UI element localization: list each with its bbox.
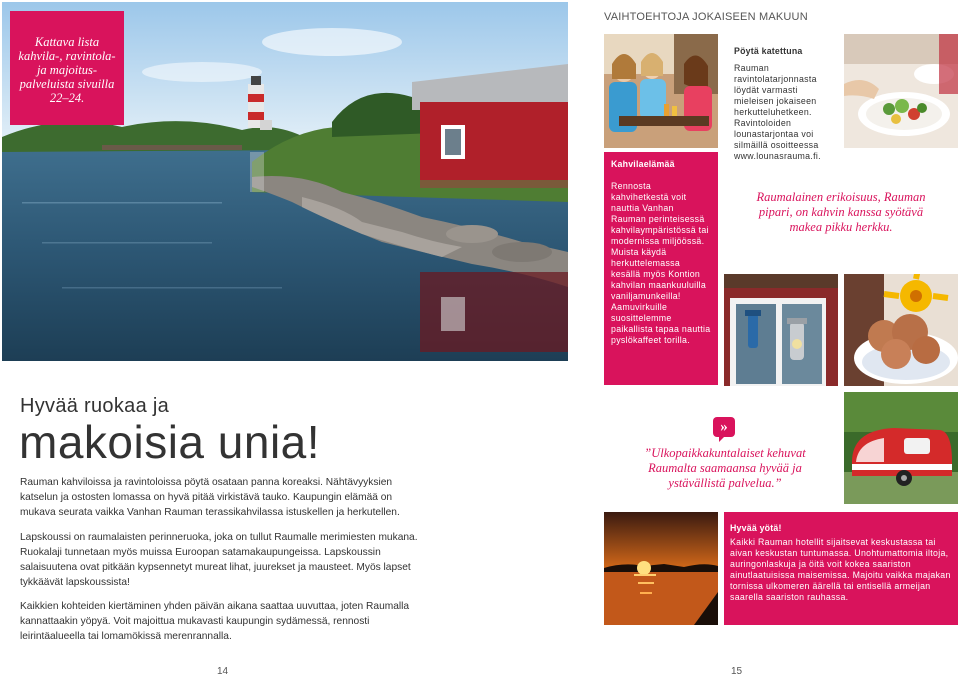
pipari-quote: Raumalainen erikoisuus, Rauman pipari, on kahvin kanssa syötävä makea pikku herkku. <box>756 190 926 234</box>
info-box-good-night <box>724 512 958 625</box>
page-reference-callout <box>10 11 124 125</box>
info-box-night-body: Kaikki Rauman hotellit sijaitsevat keskustassa tai aivan keskustan tuntumassa. Unohtumattomia iltoja, auringonlaskuja ja öitä voit kokea saariston ainutlaatuisissa maisemissa. Majoitu vaikka majakan tornissa ulkomeren äärellä tai entisellä armeijan saarella saariston rauhassa. <box>730 537 951 602</box>
page-number-right: 15 <box>731 666 743 677</box>
body-paragraph-3: Kaikkien kohteiden kiertäminen yhden päivän aikana saattaa uuvuttaa, joten Raumalla kannattaakin yöpyä. Voit majoittua mukavasti kaupungin sydämessä, rennosti leirintäalueella tai lomamökissä merenrannalla. <box>20 601 410 642</box>
callout-text: Kattava lista kahvila-, ravintola- ja majoitus-palveluista sivuilla 22–24. <box>18 35 116 105</box>
info-box-cafe-body: Rennosta kahvihetkestä voit nauttia Vanhan Rauman perinteisessä kahvilaympäristössä tai modernissa miljöössä. Muista käydä herkuttelemassa kesällä myös Kontion kahvilan maankuuluilla vaniljamunkeilla! Aamuvirkuille suosittelemme paikallista tapaa nauttia pyslökaffeet torilla. <box>611 181 711 345</box>
section-label: VAIHTOEHTOJA JOKAISEEN MAKUUN <box>604 11 808 23</box>
photo-red-caravan <box>844 392 958 504</box>
info-box-cafe-life <box>604 152 718 385</box>
info-box-lunch-body: Rauman ravintolatarjonnasta löydät varmasti mieleisen jokaiseen herkutteluhetkeen. Ravintoloiden lounastarjontaa voi silmäillä osoitteessa www.lounasrauma.fi. <box>734 63 821 161</box>
quote-mark-icon: » <box>713 417 735 437</box>
heading-small: Hyvää ruokaa ja <box>20 395 170 417</box>
info-box-lunch <box>734 46 840 162</box>
photo-lanterns <box>724 274 838 386</box>
photo-salad-plate <box>844 34 958 148</box>
body-paragraph-2: Lapskoussi on raumalaisten perinneruoka, joka on tullut Raumalle merimiesten mukana. Ruokalaji tunnetaan myös muissa Euroopan satamakaupungeissa. Lapskoussin salaisuutena ovat pitkään kypsennetyt mureat lihat, juurekset ja mausteet. Myös lapset tykkäävät lapskoussista! <box>20 532 418 588</box>
body-paragraph-1: Rauman kahviloissa ja ravintoloissa pöytä osataan panna koreaksi. Nähtävyyksien katselun ja ostosten lomassa on hyvä pitää virkistävä tauko. Kaupungin elämää on mukava seurata vaikka Vanhan Rauman terassikahvilassa istuskellen ja herkutellen. <box>20 477 400 518</box>
info-box-cafe-title: Kahvilaelämää <box>611 159 675 169</box>
visitors-quote: ”Ulkopaikkakuntalaiset kehuvat Raumalta saamaansa hyvää ja ystävällistä palvelua.” <box>644 446 806 490</box>
heading-big: makoisia unia! <box>19 416 321 468</box>
info-box-lunch-title: Pöytä katettuna <box>734 46 803 56</box>
photo-sunset-sea <box>604 512 718 625</box>
photo-cafe-friends <box>604 34 718 148</box>
photo-pipari-cookies <box>844 274 958 386</box>
page-number-left: 14 <box>217 666 229 677</box>
info-box-night-title: Hyvää yötä! <box>730 523 782 533</box>
